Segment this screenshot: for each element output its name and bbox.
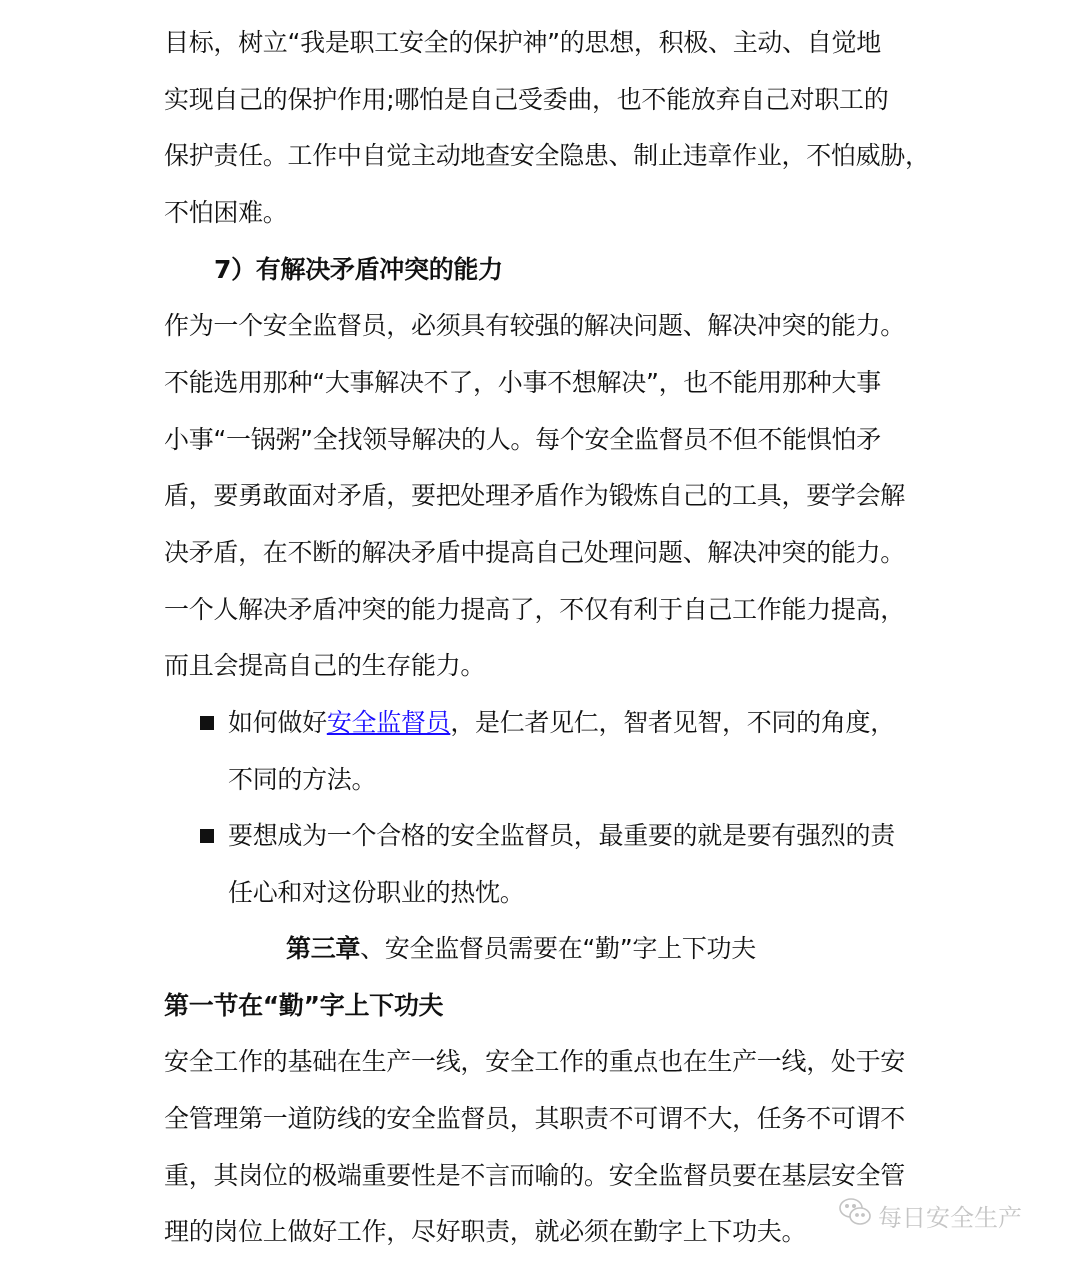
bullet-text: 如何做好 [228,708,327,737]
bullet-continuation: 不同的方法。 [228,765,377,794]
wechat-icon [838,1197,872,1233]
bullet-item [228,708,895,738]
bullet-item: 要想成为一个合格的安全监督员，最重要的就是要有强烈的责 [228,821,895,850]
paragraph-line: 全管理第一道防线的安全监督员，其职责不可谓不大，任务不可谓不 [164,1104,906,1133]
watermark [838,1197,1022,1233]
bullet-text: ，是仁者见仁，智者见智，不同的角度， [450,708,895,737]
paragraph-line: 安全工作的基础在生产一线，安全工作的重点也在生产一线，处于安 [164,1047,906,1076]
paragraph-line: 小事“一锅粥”全找领导解决的人。每个安全监督员不但不能惧怕矛 [164,425,881,454]
watermark-text: 每日安全生产 [878,1203,1022,1232]
paragraph-line: 目标，树立“我是职工安全的保护神”的思想，积极、主动、自觉地 [164,28,881,57]
bullet-continuation: 任心和对这份职业的热忱。 [228,878,525,907]
bullet-square-icon [200,716,214,730]
paragraph-line: 保护责任。工作中自觉主动地查安全隐患、制止违章作业，不怕威胁， [164,141,930,170]
paragraph-line: 盾，要勇敢面对矛盾，要把处理矛盾作为锻炼自己的工具，要学会解 [164,481,906,510]
paragraph-line: 不怕困难。 [164,198,288,227]
subheading: 7）有解决矛盾冲突的能力 [214,255,503,284]
paragraph-line: 实现自己的保护作用;哪怕是自己受委曲，也不能放弃自己对职工的 [164,85,889,114]
paragraph-line: 而且会提高自己的生存能力。 [164,651,486,680]
chapter-heading [286,934,756,964]
paragraph-line: 理的岗位上做好工作，尽好职责，就必须在勤字上下功夫。 [164,1217,807,1246]
paragraph-line: 作为一个安全监督员，必须具有较强的解决问题、解决冲突的能力。 [164,311,906,340]
paragraph-line: 一个人解决矛盾冲突的能力提高了，不仅有利于自己工作能力提高， [164,595,906,624]
section-heading: 第一节在“勤”字上下功夫 [164,991,444,1020]
chapter-title: 、安全监督员需要在“勤”字上下功夫 [360,934,756,963]
chapter-number: 第三章 [286,934,361,963]
paragraph-line: 重，其岗位的极端重要性是不言而喻的。安全监督员要在基层安全管 [164,1161,906,1190]
bullet-square-icon [200,829,214,843]
paragraph-line: 决矛盾，在不断的解决矛盾中提高自己处理问题、解决冲突的能力。 [164,538,906,567]
safety-supervisor-link[interactable]: 安全监督员 [326,708,451,737]
paragraph-line: 不能选用那种“大事解决不了，小事不想解决”，也不能用那种大事 [164,368,881,397]
